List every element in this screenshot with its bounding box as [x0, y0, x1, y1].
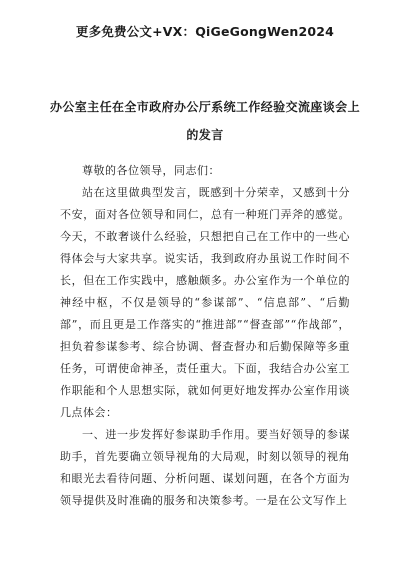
document-title-line-2: 的发言	[186, 128, 224, 142]
document-title-line-1: 办公室主任在全市政府办公厅系统工作经验交流座谈会上	[49, 100, 360, 114]
header-note: 更多免费公文+VX：QiGeGongWen2024	[75, 24, 335, 39]
salutation: 尊敬的各位领导，同志们：	[82, 164, 220, 177]
body-paragraph-1: 站在这里做典型发言，既感到十分荣幸，又感到十分不安，面对各位领导和同仁，总有一种班门弄斧的感觉。今天，不敢奢谈什么经验，只想把自己在工作中的一些心得体会与大家共享。说实话，我到政府办虽说工作时间不长，但在工作实践中，感触颇多。办公室作为一个单位的神经中枢，不仅是领导的“参谋部”、“信息部”、“后勤部”，而且更是工作落实的“推进部”“督查部”“作战部”，担负着参谋参考、综合协调、督查督办和后勤保障等多重任务，可谓使命神圣，责任重大。下面，我结合办公室工作职能和个人思想实际，就如何更好地发挥办公室作用谈几点体会：	[60, 186, 350, 419]
document-body	[60, 160, 350, 512]
body-paragraph-2: 一、进一步发挥好参谋助手作用。要当好领导的参谋助手，首先要确立领导视角的大局观，时刻以领导的视角和眼光去看待问题、分析问题、谋划问题，在各个方面为领导提供及时准确的服务和决策参考。一是在公文写作上	[60, 428, 350, 507]
